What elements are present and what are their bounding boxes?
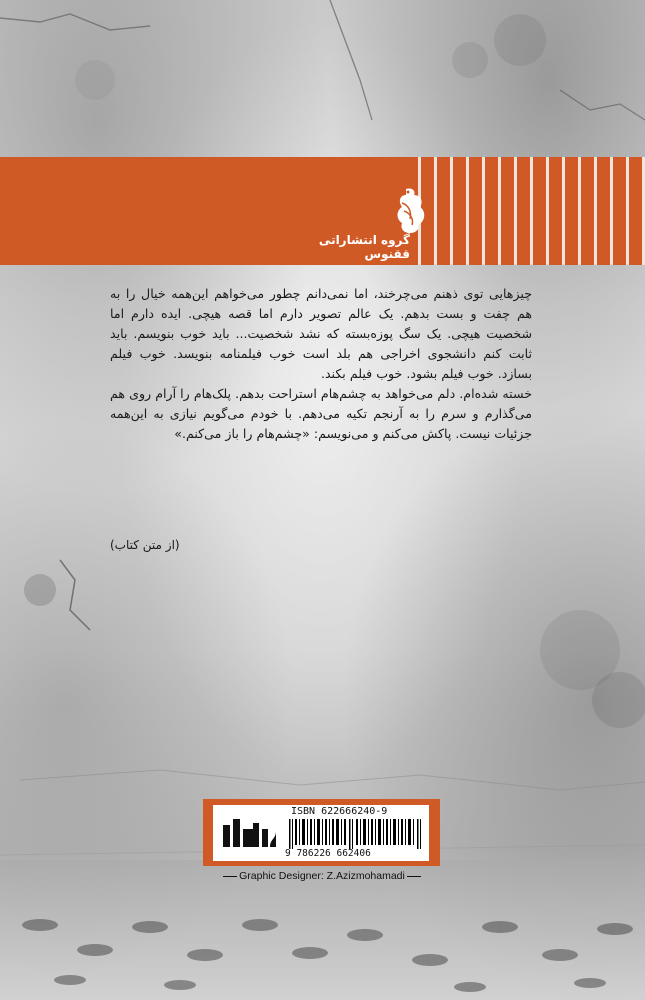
publisher-mark <box>270 185 440 261</box>
phoenix-bird-icon <box>390 185 430 237</box>
barcode-panel <box>213 805 429 861</box>
isbn-label: ISBN 622666240-9 <box>291 806 388 817</box>
designer-credit <box>202 870 442 882</box>
credit-rule-left <box>223 876 237 877</box>
credit-rule-right <box>407 876 421 877</box>
footprints-decoration <box>0 905 645 1000</box>
publisher-name: گروه انتشاراتی ققنوس <box>318 233 410 261</box>
blurb-source: (از متن کتاب) <box>110 538 180 552</box>
barcode-box <box>203 799 440 866</box>
band-stripes-decoration <box>405 157 645 265</box>
barcode-digits: 9 786226 662406 <box>285 848 371 859</box>
designer-credit-text: Graphic Designer: Z.Azizmohamadi <box>239 870 405 882</box>
blurb-paragraph-2: خسته شده‌ام. دلم می‌خواهد به چشم‌هام استراحت بدهم. پلک‌هام را آرام روی هم می‌گذارم و سرم را به آرنجم تکیه می‌دهم. با خودم می‌گویم نیازی به این‌همه جزئیات نیست. پاکش می‌کنم و می‌نویسم: «چشم‌هام را باز می‌کنم.» <box>110 386 532 441</box>
blurb-paragraph-1: چیزهایی توی ذهنم می‌چرخند، اما نمی‌دانم چطور می‌خواهم این‌همه خیال را به هم چفت و بست بدهم. یک عالم تصویر دارم اما قصه هیچی. ایده دارم اما شخصیت هیچی. یک سگ پوزه‌بسته که نشد شخصیت... باید خوب بنویسم. باید ثابت کنم دانشجوی اخراجی هم بلد است خوب فیلمنامه بنویسد. خوب فیلم بسازد. خوب فیلم بشود. خوب فیلم بکند. <box>110 286 532 381</box>
imprint-logo-icon <box>219 815 279 851</box>
back-cover-blurb <box>110 284 532 444</box>
barcode-bars <box>289 819 423 849</box>
